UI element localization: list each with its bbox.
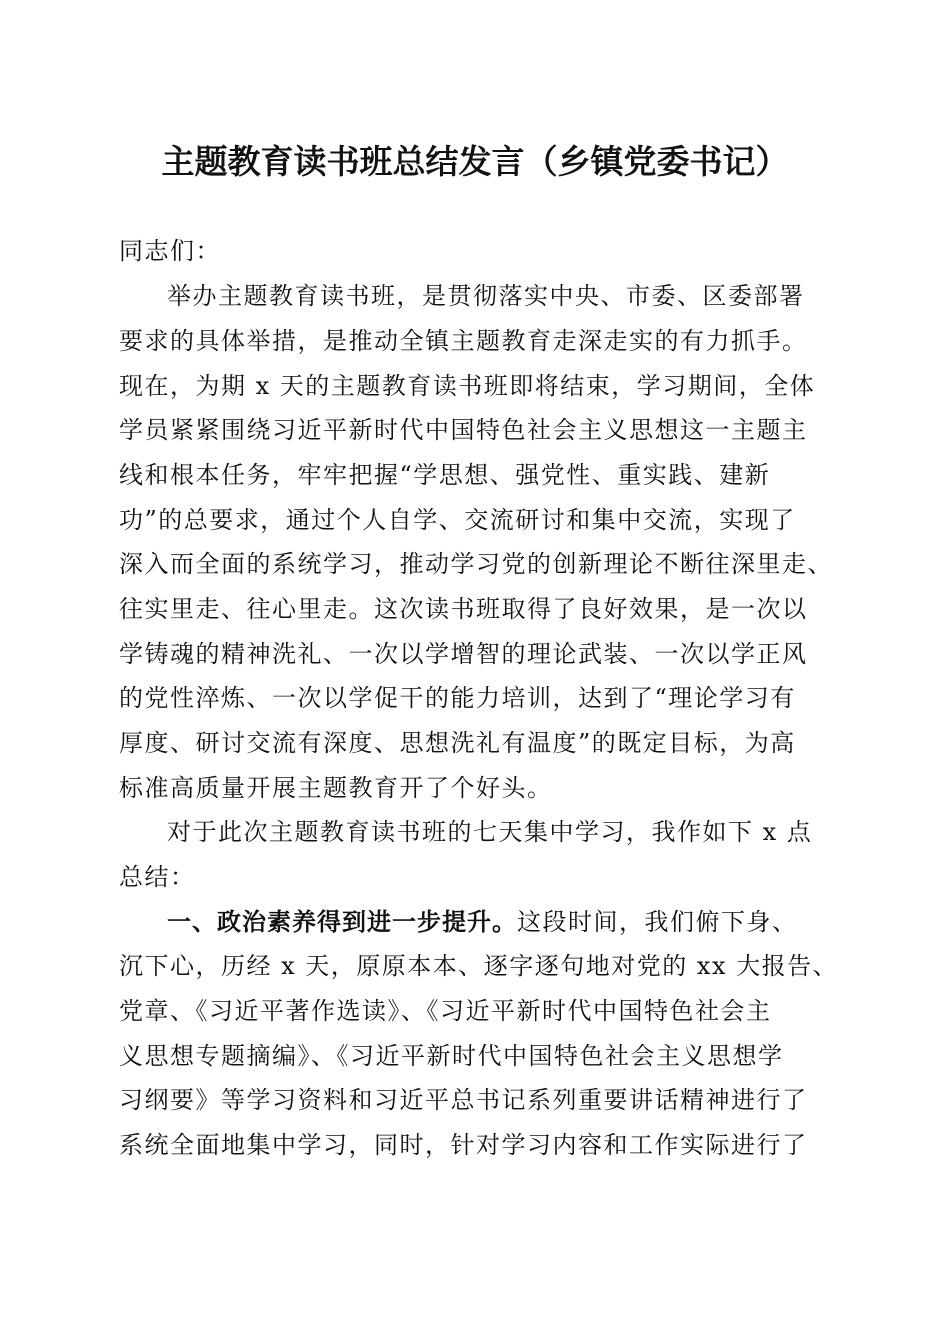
section1-line: 习纲要》等学习资料和习近平总书记系列重要讲话精神进行了 — [119, 1086, 808, 1114]
paragraph1-line: 标准高质量开展主题教育开了个好头。 — [119, 774, 553, 802]
section1-heading: 一、政治素养得到进一步提升。 — [167, 907, 517, 936]
paragraph1-line: 学员紧紧围绕习近平新时代中国特色社会主义思想这一主题主 — [119, 416, 808, 444]
paragraph1-line: 深入而全面的系统学习，推动学习党的创新理论不断往深里走、 — [119, 550, 833, 578]
paragraph1-line: 线和根本任务，牢牢把握“学思想、强党性、重实践、建新 — [119, 461, 771, 489]
paragraph1-line: 的党性淬炼、一次以学促干的能力培训，达到了“理论学习有 — [119, 684, 796, 712]
paragraph1-line: 功”的总要求，通过个人自学、交流研讨和集中交流，实现了 — [119, 506, 796, 534]
section1-line: 义思想专题摘编》、《习近平新时代中国特色社会主义思想学 — [119, 1042, 784, 1070]
paragraph1-line: 厚度、研讨交流有深度、思想洗礼有温度”的既定目标，为高 — [119, 729, 796, 757]
paragraph1-line: 现在，为期 x 天的主题教育读书班即将结束，学习期间，全体 — [119, 372, 816, 400]
section1-line: 系统全面地集中学习，同时，针对学习内容和工作实际进行了 — [119, 1131, 808, 1159]
section1-first-line — [167, 907, 798, 937]
paragraph1-line: 举办主题教育读书班，是贯彻落实中央、市委、区委部署 — [167, 282, 805, 310]
section1-line: 党章、《习近平著作选读》、《习近平新时代中国特色社会主 — [119, 997, 772, 1025]
salutation: 同志们： — [119, 237, 221, 265]
paragraph2-line: 对于此次主题教育读书班的七天集中学习，我作如下 x 点 — [167, 818, 813, 846]
paragraph1-line: 往实里走、往心里走。这次读书班取得了良好效果，是一次以 — [119, 595, 808, 623]
paragraph1-line: 要求的具体举措，是推动全镇主题教育走深走实的有力抓手。 — [119, 327, 808, 355]
paragraph1-line: 学铸魂的精神洗礼、一次以学增智的理论武装、一次以学正风 — [119, 640, 808, 668]
paragraph2-line: 总结： — [119, 863, 196, 891]
section1-line: 沉下心，历经 x 天，原原本本、逐字逐句地对党的 xx 大报告、 — [119, 952, 839, 980]
section1-first-rest: 这段时间，我们俯下身、 — [517, 908, 798, 936]
document-title: 主题教育读书班总结发言（乡镇党委书记） — [161, 142, 789, 181]
